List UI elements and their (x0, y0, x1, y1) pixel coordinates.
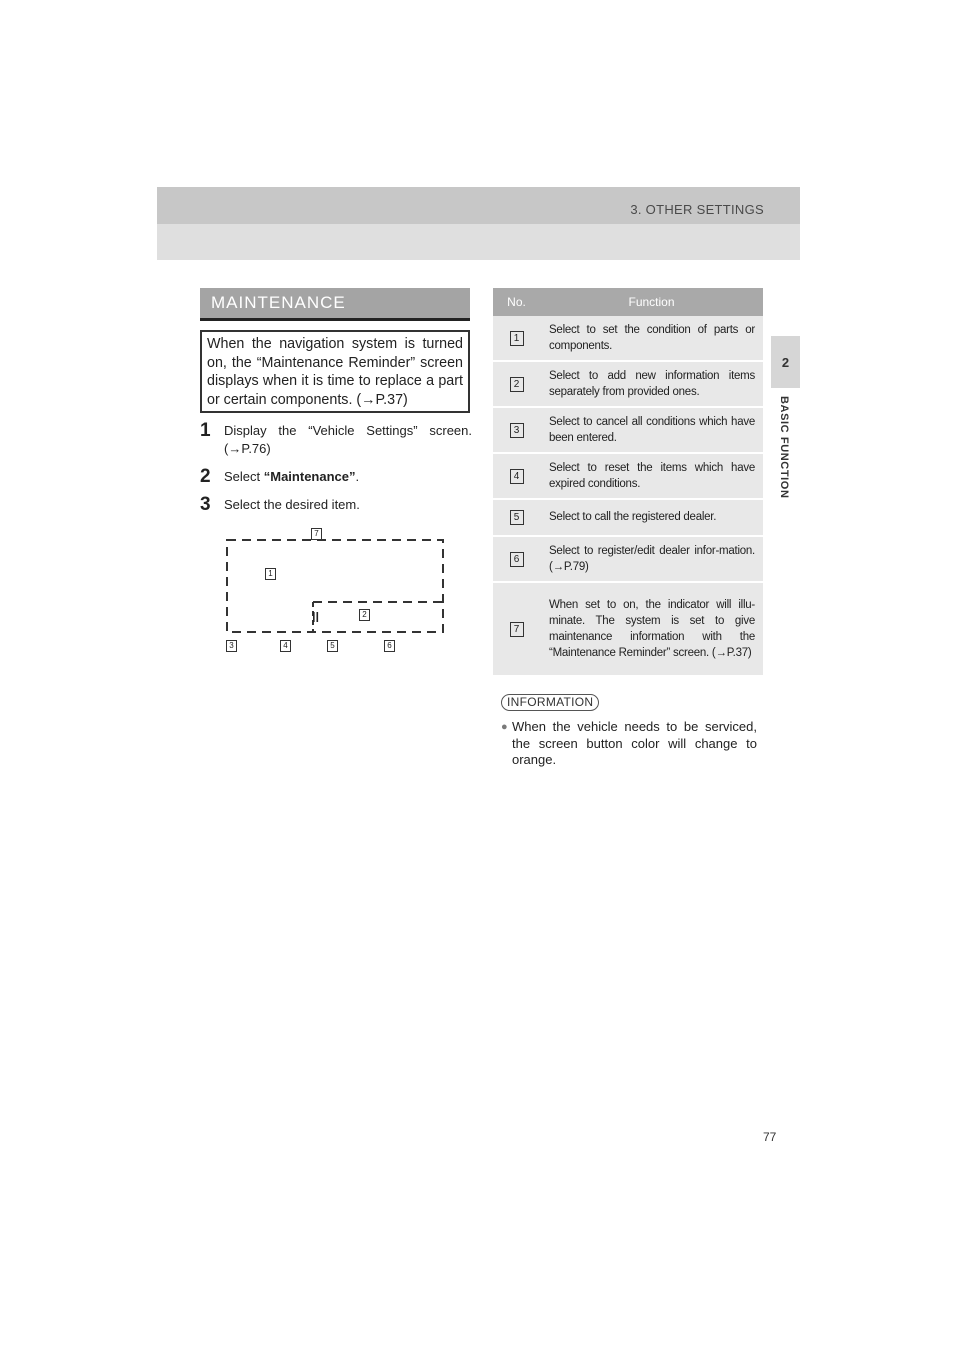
information-label: INFORMATION (501, 694, 599, 711)
screen-diagram (220, 525, 452, 660)
section-title: 3. OTHER SETTINGS (630, 202, 764, 217)
table-row (493, 500, 763, 537)
row-number: 4 (510, 469, 524, 484)
page-number: 77 (763, 1130, 777, 1144)
callout-4: 4 (280, 640, 291, 652)
step-text-bold: “Maintenance” (263, 469, 356, 484)
row-function: Select to add new information items separately from provided ones. (549, 369, 755, 398)
function-table-column (493, 288, 763, 769)
table-row (493, 454, 763, 500)
table-row (493, 408, 763, 454)
screen-frame (227, 540, 443, 632)
row-number: 1 (510, 331, 524, 346)
handle-icon (313, 612, 318, 622)
table-row (493, 316, 763, 362)
column-header-function: Function (628, 295, 675, 309)
row-function: Select to reset the items which have expired conditions. (549, 461, 755, 490)
information-text: When the vehicle needs to be serviced, the screen button color will change to orange. (512, 719, 757, 767)
chapter-title: BASIC FUNCTION (778, 396, 790, 499)
callout-5: 5 (327, 640, 338, 652)
step-text (224, 468, 472, 486)
table-row (493, 537, 763, 583)
step-text: Display the “Vehicle Settings” screen. (→P.76) (224, 423, 472, 456)
row-number: 3 (510, 423, 524, 438)
callout-2: 2 (359, 609, 370, 621)
callout-3: 3 (226, 640, 237, 652)
intro-box: When the navigation system is turned on, the “Maintenance Reminder” screen displays when it is time to replace a part or certain components. (→P.37) (200, 330, 470, 413)
step-text: Select the desired item. (224, 497, 360, 512)
table-row (493, 362, 763, 408)
callout-7: 7 (311, 528, 322, 540)
step-number: 3 (200, 494, 211, 515)
chapter-number-tab: 2 (771, 336, 800, 388)
step-text-prefix: Select (224, 469, 264, 484)
step-number: 2 (200, 466, 211, 487)
step-2 (200, 468, 472, 486)
callout-1: 1 (265, 568, 276, 580)
row-function: When set to on, the indicator will illu-minate. The system is set to give maintenance information with the “Maintenance Reminder” screen. (→P.37) (549, 598, 755, 660)
row-function: Select to cancel all conditions which have been entered. (549, 415, 755, 444)
row-function: Select to set the condition of parts or components. (549, 323, 755, 352)
table-header (493, 288, 763, 316)
table-row (493, 583, 763, 675)
step-3 (200, 496, 472, 514)
row-function: Select to register/edit dealer infor-mation. (→P.79) (549, 544, 755, 573)
step-text-suffix: . (355, 469, 360, 484)
row-number: 2 (510, 377, 524, 392)
step-number: 1 (200, 420, 211, 441)
step-1 (200, 422, 472, 458)
row-number: 6 (510, 552, 524, 567)
bullet-icon: ● (501, 721, 508, 733)
column-header-no: No. (507, 295, 526, 309)
row-number: 5 (510, 510, 524, 525)
row-number: 7 (510, 622, 524, 637)
callout-6: 6 (384, 640, 395, 652)
information-item (501, 719, 757, 769)
maintenance-heading: MAINTENANCE (200, 288, 470, 321)
header-bar (157, 187, 800, 224)
row-function: Select to call the registered dealer. (549, 511, 717, 524)
header-subbar (157, 224, 800, 260)
